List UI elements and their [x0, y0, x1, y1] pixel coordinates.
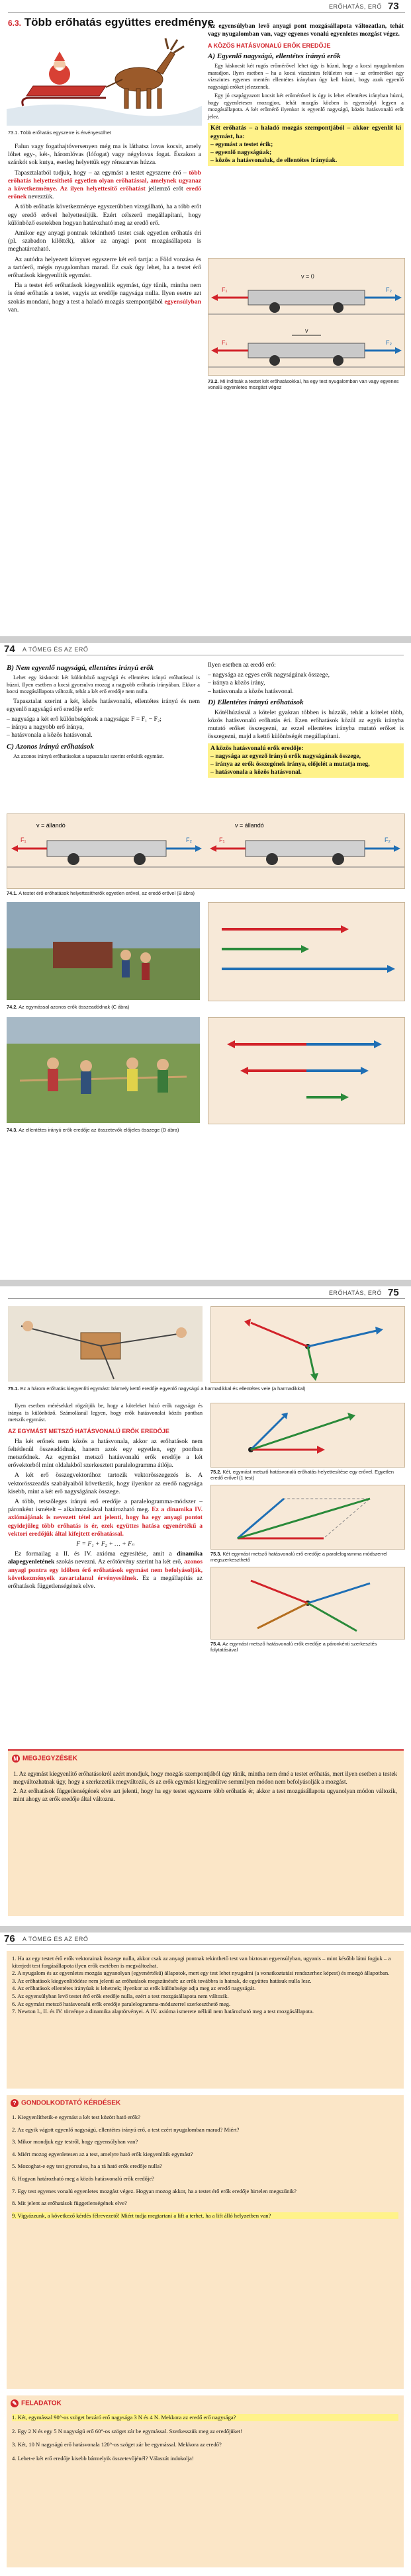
page-number: 76: [4, 1933, 15, 1944]
sled-illustration: [7, 33, 202, 126]
highlight-item: – közös a hatásvonaluk, de ellentétes irányúak.: [210, 157, 338, 165]
questions-list: [7, 2114, 404, 2224]
subsection-a: A) Egyenlő nagyságú, ellentétes irányú erők: [208, 52, 341, 61]
formula-sum: F = F₁ + F₂ + … + Fₙ: [76, 1540, 134, 1548]
parallelogram-diagram: [211, 1485, 404, 1549]
summary-head: A közös hatásvonalú erők eredője:: [210, 744, 304, 752]
paragraph: Az azonos irányú erőhatásokat a tapasztalat szerint erősítik egymást.: [13, 753, 164, 759]
paragraph-equilibrium: [8, 282, 201, 314]
same-direction-figure: [208, 902, 405, 1001]
question-item: 6. Hogyan határozható meg a közös hatásvonalú erők eredője?: [12, 2175, 154, 2182]
summary-item: – hatásvonala a közös hatásvonal.: [210, 769, 302, 776]
note-item: 6. Az egymást metsző hatásvonalú erők eredője paralelogramma-módszerrel szerkeszthető meg.: [12, 2000, 231, 2007]
notes-icon: M: [12, 1755, 20, 1763]
force-label: F₂: [386, 339, 392, 346]
page-76: [0, 1932, 411, 2576]
highlight-item: – egyenlő nagyságúak;: [210, 149, 272, 157]
notes-panel: [8, 1749, 404, 1916]
page-separator: [0, 636, 411, 643]
note-item: 2. Az erőhatások függetlenségének elve azt jelenti, hogy ha egy testet egyszerre több erőhatás ér, akkor a test mozgásállapota ugyanolyan módon változik, mint ahogy az erők eredője által változna.: [13, 1788, 397, 1802]
arrows-diagram: [208, 1018, 404, 1124]
caption-number: 75.1.: [8, 1386, 19, 1392]
paragraph-rule: [8, 169, 201, 202]
caption-text: Két, egymást metsző hatásvonalú erőhatás helyettesítése egy erővel. Egyetlen eredő erővel (1 test): [210, 1469, 394, 1481]
note-item: 1. Ha az egy testet érő erők vektorainak összege nulla, akkor csak az anyagi pontnak tekinthető test van biztosan egyensúlyban, ugyanis – mint később látni fogjuk – a kiterjedt test forgásállapota ilyen erők esetében is megváltozhat.: [12, 1955, 391, 1969]
notes-panel: [7, 1951, 404, 2089]
figure-caption: [210, 1641, 404, 1653]
caption-text: Ez a három erőhatás kiegyenlíti egymást: bármely kettő eredője egyenlő nagyságú a harmadikkal és ellentétes vele (a harmadikkal): [20, 1386, 306, 1392]
force-label: F₁: [222, 286, 228, 293]
highlight-intro: Két erőhatás – a haladó mozgás szempontjából – akkor egyenlít ki egymást, ha:: [210, 124, 401, 140]
figure-caption: [7, 1004, 200, 1010]
figure-caption: [210, 1551, 404, 1563]
figure-caption: [7, 890, 404, 896]
page-header: [0, 1932, 411, 1947]
page-number: 73: [388, 1, 399, 12]
opposite-direction-figure: [208, 1017, 405, 1124]
paragraph: Falun vagy fogathajtóversenyen még ma is láthatsz lovas kocsit, amely lóhet egy-, két-, háromlóvas (lófogat) vagy négylovas fogat. Északon a szánkót sok kutya, esetleg helyettük egy rénszarvas húzza.: [8, 143, 201, 167]
paragraph: Ilyen esetben az eredő erő:: [208, 661, 276, 669]
subsection-b: B) Nem egyenlő nagyságú, ellentétes irányú erők: [7, 664, 154, 672]
paragraph: Tapasztalat szerint a két, közös hatásvonalú, ellentétes irányú és nem egyenlő nagyságú erő eredője erő:: [7, 697, 200, 713]
photo-placeholder: [7, 1017, 200, 1123]
task-item: 2. Egy 2 N és egy 5 N nagyságú erő 60°-os szöget zár be egymással. Szerkesszük meg az eredőjüket!: [12, 2427, 243, 2434]
text-span: Ez formailag a II. és IV. axióma egyesítése, amit a: [15, 1550, 177, 1558]
vectors-diagram: [211, 1307, 404, 1382]
notes-title-bar: [12, 1755, 77, 1765]
task-item: 4. Lehet-e két erő eredője kisebb bármelyik összetevőjénél? Válaszát indokolja!: [12, 2454, 194, 2462]
page-separator: [0, 1926, 411, 1932]
note-item: 4. Az erőhatások ellentétes irányúak is lehetnek; ilyenkor az erők különbsége adja meg az eredő nagyságát.: [12, 1985, 256, 1992]
paragraph: Kötélhúzásnál a kötelet gyakran többen is húzzák, tehát a kötelet több, közös hatásvonalú erőhatás éri. Ezen erőhatások közül az egyik irányba mutató erőket összegezni, az ezzel ellentétes irányba mutató erőket is összegezni, majd a kettő különbségét megállapítani.: [208, 708, 404, 741]
paragraph-axiom: [8, 1498, 203, 1538]
two-carts-figure: [7, 813, 405, 889]
vectors-diagram: [211, 1567, 404, 1639]
caption-number: 73.2.: [208, 378, 219, 384]
section-title: [8, 16, 214, 29]
section-heading: Több erőhatás együttes eredménye: [24, 16, 214, 28]
page-header: [0, 0, 411, 15]
pencil-icon: ✎: [11, 2399, 19, 2407]
task-item: 3. Két, 10 N nagyságú erő hatásvonala 120°-os szöget zár be egymással. Mekkora az eredő?: [12, 2441, 222, 2448]
question-item: 4. Miért mozog egyenletesen az a test, amelyre ható erők kiegyenlítik egymást?: [12, 2150, 193, 2157]
highlight-box: [208, 123, 404, 166]
caption-text: 73.1. Több erőhatás egyszerre is érvényesülhet: [8, 130, 111, 136]
caption-number: 74.2.: [7, 1004, 18, 1010]
notes-text: [13, 1770, 397, 1805]
caption-text: Az egymást metsző hatásvonalú erők eredője a páronkénti szerkesztés folytatásával: [210, 1641, 377, 1653]
highlight-item: – egymást a testet érik;: [210, 140, 273, 148]
caption-text: Az egymással azonos erők összeadódnak (C ábra): [19, 1004, 130, 1010]
page-75: [0, 1286, 411, 1926]
question-item: 3. Mikor mondjuk egy testről, hogy egyensúlyban van?: [12, 2138, 138, 2145]
question-item: 8. Mit jelent az erőhatások függetlenségének elve?: [12, 2200, 127, 2207]
cart-force-figure: [208, 258, 405, 376]
force-label: F₁: [222, 339, 228, 346]
right-column: [208, 661, 404, 778]
task-item-highlight: 1. Két, egymással 90°-os szöget bezáró erő nagysága 3 N és 4 N. Mekkora az eredő erő nagysága?: [12, 2414, 398, 2421]
question-item: 2. Az egyik vágott egyenlő nagyságú, ellentétes irányú erő, a test ezért nyugalomban marad? Miért?: [12, 2126, 240, 2133]
paragraph: Egy jó csapágyazott kocsit két erőmérővel is úgy is lehet ellentétes irányban húzni, hogy egyenletesen mozogjon, tehát mozgás közben is egyensúlyi legyen a mozgásállapota. A két erőmérő ilyenkor is egyenlő nagyságú, közös hatásvonalú erőt jelez.: [208, 93, 404, 120]
velocity-label: v = állandó: [235, 822, 264, 829]
term-egyensuly: egyensúlyban: [164, 298, 201, 306]
questions-title: GONDOLKODTATÓ KÉRDÉSEK: [21, 2099, 121, 2107]
header-chapter: A TÖMEG ÉS AZ ERŐ: [23, 1936, 89, 1942]
text-span: van.: [8, 306, 19, 313]
caption-text: A testet érő erőhatások helyettesíthetők egyetlen erővel, az eredő erővel (B ábra): [19, 890, 195, 896]
header-chapter: A TÖMEG ÉS AZ ERŐ: [23, 646, 89, 653]
subsection-c: C) Azonos irányú erőhatások: [7, 742, 94, 751]
text-span: szokás nevezni. Az erőtörvény szerint ha két erő,: [54, 1558, 185, 1566]
list-item: – iránya a közös irány,: [208, 679, 265, 687]
page-number: 75: [388, 1287, 399, 1298]
list-item: – hatásvonala a közös hatásvonal.: [7, 731, 93, 739]
figure-caption: [8, 130, 200, 136]
text-span: jellemző erőt: [145, 185, 187, 193]
caption-number: 75.4.: [210, 1641, 222, 1647]
three-ropes-photo: [8, 1306, 203, 1382]
photo-placeholder: [8, 1306, 203, 1382]
reindeer-sled-image: [7, 33, 202, 126]
subsection-heading: AZ EGYMÁST METSZŐ HATÁSVONALÚ ERŐK EREDŐJE: [8, 1427, 169, 1434]
question-item: 7. Egy test egyenes vonalú egyenletes mozgást végez. Hogyan mozog akkor, ha a testet érő erők eredője hirtelen megszűnik?: [12, 2187, 297, 2194]
paragraph: Ilyen esetben mérésekkel rögzítjük be, hogy a köteleket húzó erők nagysága és iránya is különböző. Számolásnál legyen, hogy erők hatásvonalai közös pontban metszik egymást.: [8, 1403, 203, 1423]
tasks-list: [7, 2414, 404, 2468]
page-74: [0, 643, 411, 1280]
text-span: Ha a testet érő erőhatások kiegyenlítik egymást, úgy tűnik, mintha nem is érné erőhatás a testet, vagyis az eredője nagysága nulla. Ilyen esetre azt szokás mondani, hogy a test a haladó mozgás szempontjából: [8, 282, 201, 306]
note-item: 5. Az egyensúlyban levő testet érő erők eredője nulla, ezért a test mozgásállapota nem változik.: [12, 1992, 229, 1999]
right-column: [208, 22, 404, 166]
caption-number: 75.2.: [210, 1469, 222, 1475]
header-chapter: ERŐHATÁS, ERŐ: [329, 3, 382, 10]
page-separator: [0, 1280, 411, 1286]
velocity-label: v = 0: [301, 273, 314, 280]
parallelogram-figure: [210, 1485, 405, 1550]
question-item: 1. Kiegyenlíthetik-e egymást a két test között ható erők?: [12, 2114, 141, 2120]
caption-text: Mi indítsák a testet két erőhatásokkal, ha egy test nyugalomban van vagy egyenes vonalú egyenletes mozgást végez: [208, 378, 399, 391]
left-column: [8, 143, 201, 316]
summary-item: – iránya az erők összegének iránya, előjelét a mutatja meg,: [210, 761, 370, 769]
page-header: [0, 1286, 411, 1301]
cart-diagram: [208, 259, 404, 375]
list-item: – nagysága az egyes erők nagyságának összege,: [208, 671, 330, 679]
term-eredo-ero: eredő erőnek: [8, 185, 201, 201]
tasks-panel: [7, 2395, 404, 2567]
paragraph: Az autódra helyezett könyvet egyszerre két erő tartja: a Föld vonzása és a tartóerő, mégis nyugalomban marad. Ez csak úgy lehet, ha a testet érő erőhatások kiegyenlítik egymást.: [8, 255, 201, 280]
term-alapegyenlet: dinamika alapegyenletének: [8, 1550, 203, 1566]
caption-number: 75.3.: [210, 1551, 222, 1557]
caption-number: 74.1.: [7, 890, 18, 896]
question-item: 5. Mozoghat-e egy test gyorsulva, ha a rá ható erők eredője nulla?: [12, 2163, 162, 2170]
paragraph: Egy kiskocsit két rugós erőmérővel lehet úgy is húzni, hogy a kocsi nyugalomban maradjon. Ilyen esetben – ha a kocsi vízszintes felületen van – az erőmérőket egy vízszintes egyenes mentén ellentétes irányban úgy kell húzni, hogy azok egyenlő nagyságú erőket jelezzenek.: [208, 63, 404, 90]
summary-item: – nagysága az egyező irányú erők nagyságának összege,: [210, 752, 361, 760]
force-label: F₁: [219, 837, 225, 843]
tasks-title: FELADATOK: [21, 2399, 62, 2407]
list-item: – hatásvonala a közös hatásvonal.: [208, 687, 294, 695]
left-column: [8, 1403, 203, 1593]
paragraph: Lehet egy kiskocsit két különböző nagyságú és ellentétes irányú erőhatással is húzni. Ilyen esetben a kocsi gyorsulva mozog a nagyobb erőhatás irányában. Ekkor a kocsi mozgásállapota változik, tehát a két erő eredője nem nulla.: [7, 675, 200, 694]
page-header: [0, 643, 411, 657]
paragraph: A több erőhatás következménye egyszerűbben vizsgálható, ha a több erőt egy eredő erővel helyettesítjük. Ezért célszerű megállapítani, hogy különböző esetekben hogyan határozható meg az eredő erő.: [8, 203, 201, 227]
figure-caption: [8, 1386, 404, 1392]
note-item: 3. Az erőhatások kiegyenlítődése nem jelenti az erőhatások megszűnését: az erők továbbra is hatnak, de együttes hatásuk nulla lesz.: [12, 1977, 312, 1984]
text-span: A több, tetszőleges irányú erő eredője a paralelogramma-módszer – páronként ismételt – alkalmazásával határozható meg.: [8, 1497, 203, 1514]
vectors-diagram: [211, 1403, 404, 1467]
figure-caption: [7, 1127, 404, 1133]
subsection-d: D) Ellentétes irányú erőhatások: [208, 698, 304, 706]
subsection-heading: A KÖZÖS HATÁSVONALÚ ERŐK EREDŐJE: [208, 42, 331, 50]
figure-caption: [210, 1469, 404, 1481]
questions-panel: [7, 2095, 404, 2389]
force-label: F₁: [21, 837, 26, 843]
header-rule: [7, 1944, 404, 1945]
text-span: nevezzük.: [26, 193, 54, 201]
question-item-highlight: 9. Vigyázzunk, a következő kérdés félrevezető! Miért tudja megtartani a lift a terhet, ha a lift álló helyzetben van?: [12, 2212, 398, 2220]
cart-pair-diagram: [7, 814, 404, 888]
left-column: [7, 661, 200, 762]
force-label: F₂: [385, 837, 390, 843]
summary-box: [208, 743, 404, 778]
figure-caption: [208, 378, 404, 391]
tug-of-war-photo: [7, 1017, 200, 1123]
list-item: – nagysága a két erő különbségének a nagysága: F = F₁ − F₂;: [7, 715, 161, 723]
red-emphasis: több erőhatás helyettesíthető egyetlen olyan erőhatással, amelynek ugyanaz a következménye. Az ilyen helyettesítő erőhatást: [8, 169, 201, 193]
red-emphasis: azonos anyagi pontra egy időben érő erőhatások egymást nem befolyásolják, következményeik zavartalanul érvényesülnek: [8, 1558, 203, 1582]
header-chapter: ERŐHATÁS, ERŐ: [329, 1290, 382, 1296]
photo-placeholder: [7, 902, 200, 1000]
header-rule: [8, 1298, 405, 1299]
page-number: 74: [4, 644, 15, 655]
note-item: 1. Az egymást kiegyenlítő erőhatásokról azért mondjuk, hogy mozgás szempontjából úgy tűnik, mintha nem érné a testet erőhatás, mert ilyen esetben a testek megváltozhatnak úgy, hogy a szerkezetük megváltozik, és az erők egymást kiegyenlítve semmilyen módon nem befolyásolják a mozgást.: [13, 1770, 397, 1785]
note-item: 7. Newton I., II. és IV. törvénye a dinamika alaptörvényei. A IV. axióma ismerete nélkül nem határozható meg a test mozgásállapota.: [12, 2008, 314, 2015]
paragraph: Ha két erőnek nem közös a hatásvonala, akkor az erőhatások nem feltétlenül összeadódnak, hanem azok egy egyetlen, egy pontban metsződnek. Az egymást metsző hatásvonalú erők eredője a két erővektorból mint oldalakból szerkesztett paralelogramma átlója.: [8, 1437, 203, 1470]
list-item: – iránya a nagyobb erő iránya,: [7, 724, 84, 731]
caption-text: Két egymást metsző hatásvonalú erő eredője a paralelogramma módszerrel megszerkeszthető: [210, 1551, 388, 1563]
page-73: [0, 0, 411, 636]
note-item: 2. A nyugalom és az egyenletes mozgás ugyanolyan (egyenértékű) állapotok, mert egy test lehet nyugalmi (a vonatkoztatási rendszerhez képest) és mozgó állapotban.: [12, 1970, 390, 1977]
arrows-diagram: [208, 903, 404, 1001]
notes-list: [7, 1951, 404, 2020]
velocity-label: v: [305, 327, 308, 334]
paragraph-independence: [8, 1550, 203, 1591]
caption-text: Az ellentétes irányú erők eredője az összetevők előjeles összege (D ábra): [19, 1127, 179, 1133]
tasks-title-bar: [11, 2399, 62, 2410]
text-span: . Ez a megállapítás az erőhatások függetlenségének elve.: [8, 1574, 203, 1590]
velocity-label: v = állandó: [36, 822, 66, 829]
red-emphasis: Ez a dinamika IV. axiómájának is nevezett tétel azt jelenti, hogy ha egy anyagi pontot egyidejűleg több erőhatás is ér, ezek együttes hatása egyenértékű a vektori eredőjük által kifejtett erőhatással.: [8, 1506, 203, 1538]
multi-force-figure: [210, 1567, 405, 1640]
questions-title-bar: [11, 2099, 120, 2110]
paragraph: Az egyensúlyban levő anyagi pont mozgásállapota változatlan, tehát vagy nyugalomban van, vagy egyenes vonalú egyenletes mozgást végez.: [208, 22, 404, 38]
force-label: F₂: [386, 286, 392, 293]
section-number: 6.3.: [8, 19, 22, 28]
text-span: Tapasztalatból tudjuk, hogy – az egymást a testet egyszerre érő –: [15, 169, 189, 177]
notes-title: MEGJEGYZÉSEK: [23, 1755, 77, 1763]
force-label: F₂: [186, 837, 192, 843]
people-pushing-photo: [7, 902, 200, 1000]
question-icon: ?: [11, 2099, 19, 2107]
vector-triangle-figure: [210, 1306, 405, 1383]
paragraph: A két erő összegvektorához tartozik vektorösszegezés is. A vektorösszeadás szabályaiból következik, hogy ilyenkor az eredő nagysága kisebb, mint a két erő nagyságának összege.: [8, 1472, 203, 1495]
caption-number: 74.3.: [7, 1127, 18, 1133]
paragraph: Amikor egy anyagi pontnak tekinthető testet csak egyetlen erőhatás éri (pl. szabadon kilőtték), akkor az anyagi pont mozgásállapota is meghatározható.: [8, 229, 201, 253]
intersecting-forces-figure: [210, 1403, 405, 1468]
header-rule: [8, 12, 405, 13]
